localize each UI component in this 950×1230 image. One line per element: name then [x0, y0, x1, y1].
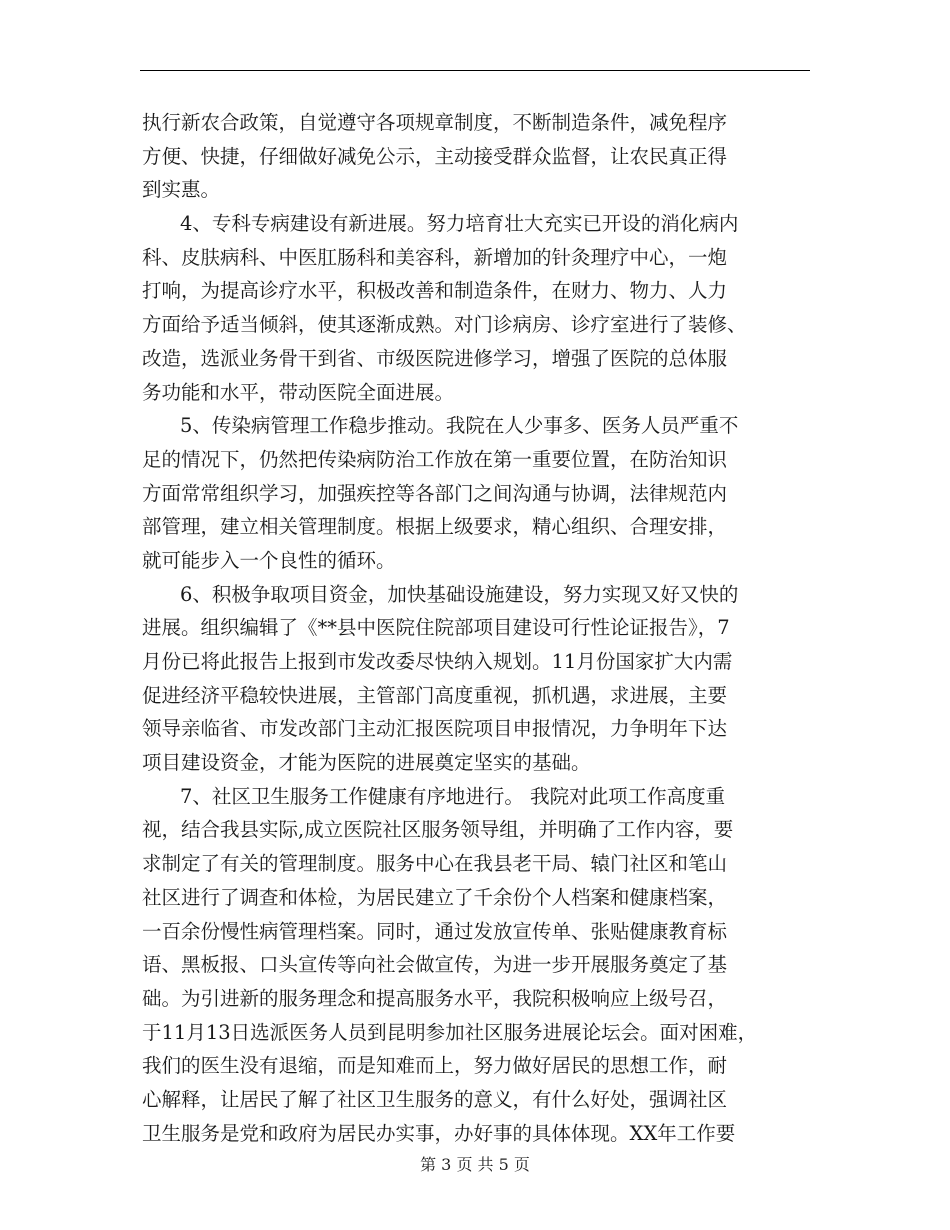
- text-line: 改造，选派业务骨干到省、市级医院进修学习，增强了医院的总体服: [142, 346, 728, 370]
- text-line: 社区进行了调查和体检，为居民建立了千余份个人档案和健康档案，: [142, 885, 728, 909]
- text-line: 语、黑板报、口头宣传等向社会做宣传，为进一步开展服务奠定了基: [142, 953, 728, 977]
- paragraph-first-line: 7、社区卫生服务工作健康有序地进行。 我院对此项工作高度重: [180, 784, 726, 808]
- text-line: 方面常常组织学习，加强疾控等各部门之间沟通与协调，法律规范内: [142, 481, 728, 505]
- text-line: 心解释，让居民了解了社区卫生服务的意义，有什么好处，强调社区: [142, 1087, 728, 1111]
- text-line: 视，结合我县实际,成立医院社区服务领导组，并明确了工作内容，要: [142, 818, 734, 842]
- text-line: 础。为引进新的服务理念和提高服务水平，我院积极响应上级号召，: [142, 986, 728, 1010]
- text-line: 方便、快捷，仔细做好减免公示，主动接受群众监督，让农民真正得: [142, 144, 728, 168]
- text-line: 促进经济平稳较快进展，主管部门高度重视，抓机遇，求进展，主要: [142, 683, 728, 707]
- text-line: 进展。组织编辑了《**县中医院住院部项目建设可行性论证报告》，7: [142, 616, 730, 640]
- document-body: [142, 106, 812, 1150]
- text-line: 我们的医生没有退缩，而是知难而上，努力做好居民的思想工作，耐: [142, 1054, 728, 1078]
- text-line: 一百余份慢性病管理档案。同时，通过发放宣传单、张贴健康教育标: [142, 919, 728, 943]
- text-line: 于11月13日选派医务人员到昆明参加社区服务进展论坛会。面对困难，: [142, 1020, 758, 1044]
- header-rule: [140, 70, 810, 71]
- paragraph-first-line: 4、专科专病建设有新进展。努力培育壮大充实已开设的消化病内: [180, 212, 739, 236]
- text-line: 科、皮肤病科、中医肛肠科和美容科，新增加的针灸理疗中心，一炮: [142, 245, 728, 269]
- text-line: 打响，为提高诊疗水平，积极改善和制造条件，在财力、物力、人力: [142, 279, 728, 303]
- text-line: 足的情况下，仍然把传染病防治工作放在第一重要位置，在防治知识: [142, 447, 728, 471]
- text-line: 务功能和水平，带动医院全面进展。: [142, 380, 455, 404]
- paragraph-first-line: 6、积极争取项目资金，加快基础设施建设，努力实现又好又快的: [180, 582, 739, 606]
- text-line: 领导亲临省、市发改部门主动汇报医院项目申报情况，力争明年下达: [142, 717, 728, 741]
- text-line: 执行新农合政策，自觉遵守各项规章制度，不断制造条件，减免程序: [142, 111, 728, 134]
- text-line: 方面给予适当倾斜，使其逐渐成熟。对门诊病房、诊疗室进行了装修、: [142, 313, 747, 337]
- text-line: 月份已将此报告上报到市发改委尽快纳入规划。11月份国家扩大内需: [142, 650, 733, 673]
- text-line: 项目建设资金，才能为医院的进展奠定坚实的基础。: [142, 751, 591, 775]
- text-line: 部管理，建立相关管理制度。根据上级要求，精心组织、合理安排，: [142, 515, 728, 539]
- text-line: 就可能步入一个良性的循环。: [142, 548, 396, 572]
- text-line: 卫生服务是党和政府为居民办实事，办好事的具体体现。XX年工作要: [142, 1121, 736, 1145]
- paragraph-first-line: 5、传染病管理工作稳步推动。我院在人少事多、医务人员严重不: [180, 414, 739, 438]
- page-number-footer: 第 3 页 共 5 页: [420, 1155, 530, 1174]
- text-line: 求制定了有关的管理制度。服务中心在我县老干局、辕门社区和笔山: [142, 852, 728, 876]
- text-line: 到实惠。: [142, 178, 221, 202]
